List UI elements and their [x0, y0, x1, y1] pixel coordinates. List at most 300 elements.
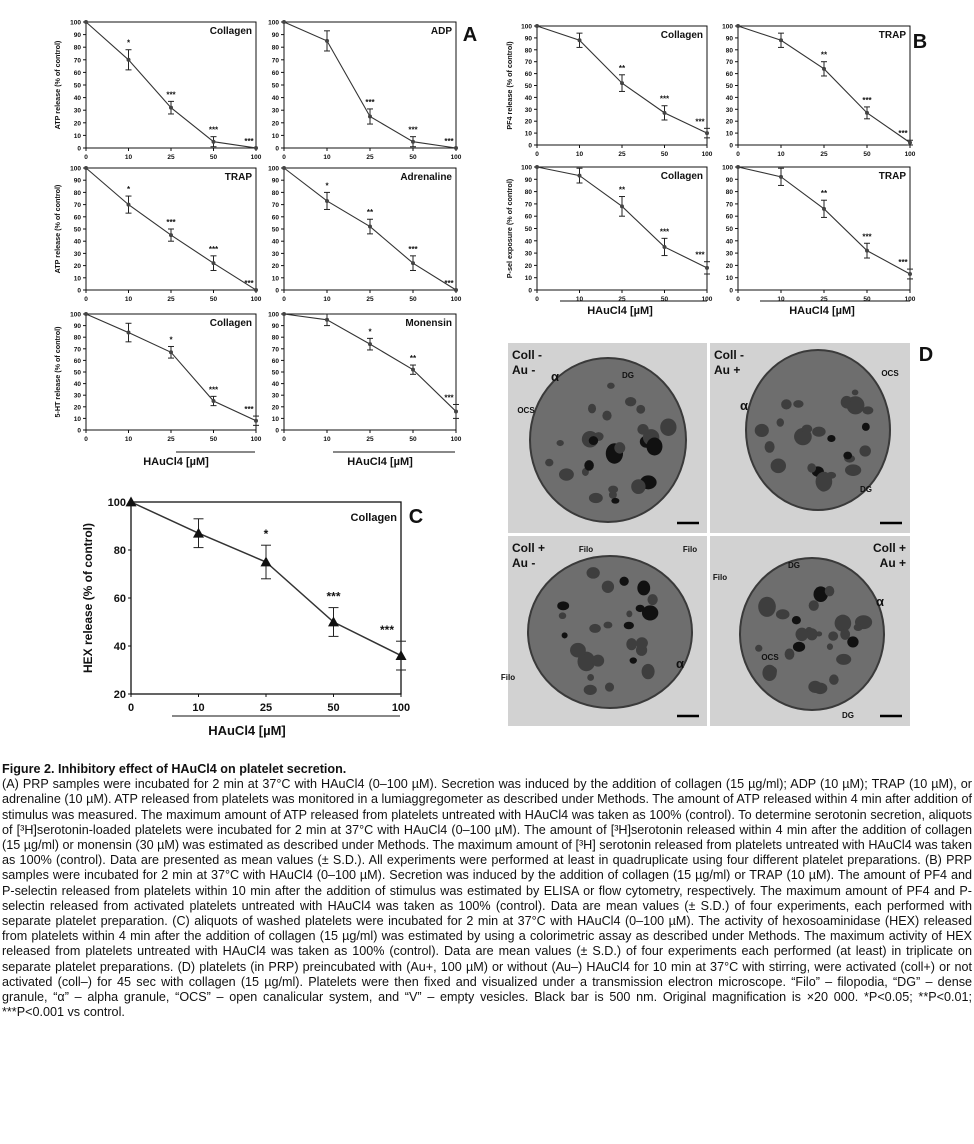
y-tick-label: 30: [73, 250, 81, 258]
significance-label: ***: [659, 94, 670, 104]
y-tick-label: 90: [271, 323, 279, 331]
structure-label: α: [740, 398, 748, 413]
y-tick-label: 50: [73, 226, 81, 234]
micrograph-3: [501, 536, 707, 726]
significance-label: **: [618, 185, 626, 195]
y-tick-label: 90: [73, 323, 81, 331]
x-tick-label: 100: [450, 154, 462, 161]
granule: [647, 594, 657, 605]
plot-frame: [738, 167, 910, 290]
y-tick-label: 100: [268, 19, 279, 27]
data-point: [368, 115, 372, 119]
micrograph-1: [508, 343, 707, 533]
data-point: [736, 24, 740, 28]
y-tick-label: 70: [271, 202, 279, 210]
chart-5: [53, 312, 262, 469]
y-tick-label: 40: [73, 238, 81, 246]
data-point: [779, 175, 783, 179]
y-tick-label: 30: [524, 250, 532, 258]
granule: [862, 423, 870, 431]
data-point: [325, 318, 329, 322]
data-point: [705, 266, 709, 270]
structure-label: Filo: [578, 545, 594, 554]
y-tick-label: 90: [271, 177, 279, 185]
y-tick-label: 80: [725, 47, 733, 55]
significance-label: **: [409, 354, 417, 364]
granule: [807, 463, 816, 472]
data-point: [169, 350, 173, 354]
significance-label: ***: [444, 393, 454, 403]
granule: [854, 624, 863, 631]
micrograph-4: [710, 536, 910, 726]
y-axis-label: 5-HT release (% of control): [53, 326, 62, 418]
y-tick-label: 0: [528, 287, 532, 295]
x-tick-label: 50: [863, 296, 871, 303]
data-point: [169, 233, 173, 237]
micrograph-panel-d: [501, 343, 933, 726]
x-tick-label: 10: [323, 154, 331, 161]
x-axis-label: HAuCl4 [µM]: [208, 723, 286, 738]
x-tick-label: 50: [660, 296, 669, 303]
granule: [570, 643, 586, 658]
x-tick-label: 0: [535, 151, 539, 158]
condition-label: Au +: [879, 556, 906, 570]
data-point: [454, 288, 458, 292]
y-tick-label: 100: [722, 23, 733, 31]
chart-title: Monensin: [405, 318, 452, 329]
granule: [840, 629, 850, 640]
significance-label: ***: [408, 244, 418, 254]
y-tick-label: 60: [271, 214, 279, 222]
y-tick-label: 10: [73, 415, 81, 423]
x-tick-label: 50: [209, 436, 218, 443]
y-tick-label: 10: [271, 415, 279, 423]
x-axis-label: HAuCl4 [µM]: [789, 305, 855, 317]
x-tick-label: 100: [701, 151, 713, 158]
data-point: [325, 39, 329, 43]
y-tick-label: 70: [271, 346, 279, 354]
x-tick-label: 100: [250, 296, 262, 303]
chart-title: TRAP: [878, 171, 906, 182]
granule: [765, 441, 775, 453]
x-tick-label: 25: [167, 296, 175, 303]
y-tick-label: 100: [70, 19, 81, 27]
significance-label: ***: [166, 218, 176, 227]
granule: [587, 567, 600, 579]
y-tick-label: 70: [73, 346, 81, 354]
y-tick-label: 0: [275, 427, 279, 435]
chart-title: Collagen: [209, 318, 252, 329]
x-tick-label: 10: [323, 296, 331, 303]
structure-label: OCS: [517, 406, 535, 415]
x-tick-label: 25: [366, 436, 374, 443]
granule: [556, 440, 563, 446]
data-point: [620, 204, 624, 208]
y-tick-label: 50: [271, 369, 279, 377]
x-tick-label: 0: [736, 151, 740, 158]
y-tick-label: 30: [271, 392, 279, 400]
significance-label: **: [366, 208, 374, 218]
x-tick-label: 0: [282, 436, 286, 443]
significance-label: ***: [326, 589, 341, 604]
significance-label: ***: [244, 137, 254, 146]
x-tick-label: 10: [777, 296, 785, 303]
y-tick-label: 90: [524, 176, 532, 184]
y-tick-label: 50: [73, 369, 81, 377]
y-tick-label: 0: [77, 287, 81, 295]
y-tick-label: 100: [722, 164, 733, 172]
granule: [589, 624, 601, 633]
y-tick-label: 100: [268, 311, 279, 319]
y-tick-label: 100: [521, 164, 532, 172]
granule: [602, 411, 611, 421]
granule: [776, 609, 790, 619]
significance-label: **: [618, 63, 626, 73]
data-point: [620, 81, 624, 85]
data-point: [169, 106, 173, 110]
x-tick-label: 0: [535, 296, 539, 303]
x-tick-label: 25: [618, 151, 626, 158]
y-tick-label: 30: [73, 107, 81, 115]
y-tick-label: 10: [73, 275, 81, 283]
data-point: [261, 557, 272, 567]
y-tick-label: 40: [725, 238, 733, 246]
significance-label: ***: [444, 279, 454, 288]
granule: [771, 463, 779, 470]
y-tick-label: 20: [271, 120, 279, 128]
y-tick-label: 10: [271, 132, 279, 140]
granule: [660, 418, 676, 436]
data-point: [663, 245, 667, 249]
y-tick-label: 70: [271, 57, 279, 65]
granule: [828, 631, 838, 640]
panel-letter: D: [918, 344, 934, 366]
significance-label: ***: [898, 258, 908, 268]
chart-8: [722, 24, 916, 159]
data-point: [127, 331, 131, 335]
x-tick-label: 100: [250, 154, 262, 161]
structure-label: DG: [860, 485, 872, 494]
x-tick-label: 25: [366, 154, 374, 161]
granule: [843, 452, 852, 460]
granule: [802, 425, 813, 433]
x-tick-label: 100: [701, 296, 713, 303]
chart-7: [505, 24, 927, 159]
y-tick-label: 0: [275, 145, 279, 153]
data-point: [454, 409, 458, 413]
granule: [588, 404, 596, 414]
data-point: [368, 342, 372, 346]
data-point: [779, 38, 783, 42]
granule: [614, 442, 625, 453]
x-tick-label: 25: [167, 154, 175, 161]
data-point: [84, 312, 88, 316]
series-line: [86, 22, 256, 148]
granule: [630, 657, 637, 663]
y-tick-label: 40: [73, 95, 81, 103]
y-tick-label: 60: [524, 71, 532, 79]
granule: [602, 581, 614, 593]
y-tick-label: 0: [275, 287, 279, 295]
y-tick-label: 70: [725, 59, 733, 67]
significance-label: ***: [208, 244, 219, 254]
panel-letter: B: [912, 31, 928, 53]
granule: [626, 638, 637, 650]
significance-label: *: [126, 38, 131, 48]
x-tick-label: 25: [167, 436, 175, 443]
structure-label: DG: [622, 371, 634, 380]
y-tick-label: 50: [73, 82, 81, 90]
y-tick-label: 10: [73, 132, 81, 140]
y-tick-label: 80: [73, 189, 81, 197]
y-tick-label: 30: [725, 106, 733, 114]
y-tick-label: 90: [725, 35, 733, 43]
y-tick-label: 90: [524, 35, 532, 43]
granule: [557, 601, 569, 610]
granule: [636, 405, 645, 414]
significance-label: *: [325, 181, 329, 191]
y-tick-label: 90: [73, 177, 81, 185]
y-tick-label: 40: [524, 94, 532, 102]
data-point: [212, 140, 216, 144]
chart-title: ADP: [430, 26, 452, 37]
granule: [825, 586, 835, 597]
y-tick-label: 20: [524, 262, 532, 270]
y-tick-label: 10: [271, 275, 279, 283]
y-tick-label: 20: [725, 118, 733, 126]
data-point: [705, 131, 709, 135]
significance-label: ***: [444, 137, 454, 146]
y-tick-label: 70: [73, 202, 81, 210]
y-tick-label: 50: [725, 226, 733, 233]
chart-6: [268, 312, 462, 469]
x-tick-label: 0: [282, 296, 286, 303]
condition-label: Au +: [714, 363, 741, 377]
y-tick-label: 30: [271, 107, 279, 115]
y-tick-label: 80: [271, 44, 279, 52]
figure-caption: [2, 762, 972, 1020]
x-tick-label: 100: [391, 702, 411, 714]
y-tick-label: 80: [524, 47, 532, 55]
granule: [777, 418, 784, 427]
granule: [611, 498, 619, 504]
granule: [808, 681, 822, 693]
condition-label: Coll -: [714, 348, 744, 362]
x-tick-label: 100: [904, 296, 916, 303]
y-tick-label: 100: [521, 23, 532, 31]
significance-label: **: [820, 189, 828, 199]
chart-1: [53, 20, 477, 162]
y-tick-label: 10: [725, 275, 733, 283]
x-tick-label: 0: [127, 702, 135, 714]
significance-label: ***: [408, 125, 418, 135]
granule: [626, 611, 632, 618]
granule: [545, 459, 553, 467]
chart-title: Adrenaline: [400, 172, 452, 183]
structure-label: OCS: [881, 369, 899, 378]
x-tick-label: 25: [820, 151, 828, 158]
y-tick-label: 40: [725, 94, 733, 102]
granule: [816, 472, 833, 492]
series-line: [284, 22, 456, 148]
data-point: [865, 249, 869, 253]
x-tick-label: 0: [84, 436, 88, 443]
granule: [607, 383, 615, 389]
y-tick-label: 20: [73, 404, 81, 412]
y-tick-label: 40: [113, 641, 126, 653]
granule: [793, 400, 803, 408]
y-tick-label: 30: [524, 106, 532, 114]
y-axis-label: PF4 release (% of control): [505, 41, 514, 130]
panel-letter: C: [408, 506, 424, 528]
data-point: [908, 141, 912, 145]
series-line: [86, 314, 256, 421]
y-tick-label: 100: [70, 165, 81, 173]
granule: [816, 631, 822, 636]
y-tick-label: 100: [268, 165, 279, 173]
significance-label: *: [263, 527, 269, 542]
plot-frame: [738, 26, 910, 145]
chart-title: Collagen: [350, 512, 397, 524]
data-point: [282, 312, 286, 316]
significance-label: ***: [379, 623, 395, 638]
data-point: [411, 368, 415, 372]
y-tick-label: 90: [271, 32, 279, 40]
x-tick-label: 50: [409, 296, 417, 303]
data-point: [396, 650, 407, 660]
y-tick-label: 50: [524, 226, 532, 233]
granule: [845, 464, 861, 476]
x-tick-label: 100: [450, 296, 462, 303]
granule: [809, 600, 819, 611]
y-tick-label: 90: [73, 32, 81, 40]
granule: [792, 616, 801, 624]
x-tick-label: 25: [259, 702, 273, 714]
series-line: [537, 167, 707, 268]
granule: [584, 685, 597, 695]
y-tick-label: 60: [271, 69, 279, 77]
y-tick-label: 60: [725, 213, 733, 221]
granule: [781, 399, 792, 409]
significance-label: ***: [166, 90, 176, 100]
condition-label: Coll +: [512, 541, 546, 555]
data-point: [127, 203, 131, 207]
data-point: [663, 111, 667, 115]
data-point: [325, 199, 329, 203]
data-point: [193, 528, 204, 538]
x-tick-label: 25: [820, 296, 828, 303]
significance-label: ***: [208, 125, 219, 135]
chart-9: [505, 165, 713, 318]
plot-frame: [284, 22, 456, 148]
x-tick-label: 50: [660, 151, 669, 158]
chart-title: Collagen: [209, 26, 252, 37]
y-tick-label: 70: [524, 59, 532, 67]
y-tick-label: 60: [73, 69, 81, 77]
plot-frame: [86, 314, 256, 430]
granule: [625, 397, 636, 406]
chart-10: [722, 165, 916, 318]
data-point: [578, 174, 582, 178]
micrograph-2: [710, 343, 910, 533]
y-tick-label: 50: [271, 226, 279, 234]
granule: [850, 397, 857, 402]
x-tick-label: 25: [618, 296, 626, 303]
plot-frame: [86, 22, 256, 148]
chart-4: [268, 166, 462, 304]
chart-title: TRAP: [878, 30, 906, 41]
data-point: [865, 111, 869, 115]
granule: [785, 648, 795, 659]
caption-title: Figure 2. Inhibitory effect of HAuCl4 on platelet secretion.: [2, 762, 347, 776]
structure-label: OCS: [761, 653, 779, 662]
data-point: [535, 24, 539, 28]
granule: [812, 427, 825, 437]
data-point: [822, 207, 826, 211]
granule: [592, 655, 604, 667]
granule: [603, 622, 612, 629]
y-tick-label: 20: [73, 263, 81, 271]
significance-label: *: [368, 327, 372, 337]
y-tick-label: 0: [729, 142, 733, 150]
y-tick-label: 20: [725, 262, 733, 270]
chart-title: TRAP: [224, 172, 252, 183]
structure-label: α: [551, 369, 559, 384]
y-tick-label: 0: [77, 427, 81, 435]
granule: [827, 643, 833, 650]
y-tick-label: 30: [271, 250, 279, 258]
granule: [589, 493, 603, 503]
structure-label: Filo: [682, 545, 698, 554]
y-tick-label: 20: [113, 689, 126, 701]
x-tick-label: 100: [904, 151, 916, 158]
granule: [636, 637, 648, 649]
y-tick-label: 60: [524, 213, 532, 221]
y-tick-label: 0: [729, 287, 733, 295]
granule: [796, 628, 809, 641]
x-axis-label: HAuCl4 [µM]: [347, 456, 413, 468]
significance-label: ***: [244, 405, 254, 415]
granule: [829, 674, 839, 684]
data-point: [127, 58, 131, 62]
x-tick-label: 50: [863, 151, 871, 158]
y-tick-label: 60: [113, 593, 126, 605]
data-point: [908, 272, 912, 276]
x-tick-label: 0: [84, 296, 88, 303]
granule: [559, 468, 574, 480]
granule: [562, 632, 568, 638]
y-tick-label: 50: [725, 83, 733, 90]
x-tick-label: 100: [450, 436, 462, 443]
y-tick-label: 50: [271, 82, 279, 90]
y-tick-label: 80: [725, 189, 733, 197]
y-tick-label: 70: [524, 201, 532, 209]
chart-11: [81, 497, 423, 739]
x-tick-label: 100: [250, 436, 262, 443]
y-tick-label: 40: [271, 238, 279, 246]
significance-label: ***: [208, 385, 219, 395]
x-tick-label: 0: [282, 154, 286, 161]
granule: [755, 424, 769, 437]
y-tick-label: 40: [271, 381, 279, 389]
granule: [852, 390, 859, 396]
y-axis-label: ATP release (% of control): [53, 40, 62, 130]
y-tick-label: 70: [73, 57, 81, 65]
x-tick-label: 0: [736, 296, 740, 303]
granule: [584, 460, 594, 470]
structure-label: α: [876, 594, 884, 609]
data-point: [411, 140, 415, 144]
